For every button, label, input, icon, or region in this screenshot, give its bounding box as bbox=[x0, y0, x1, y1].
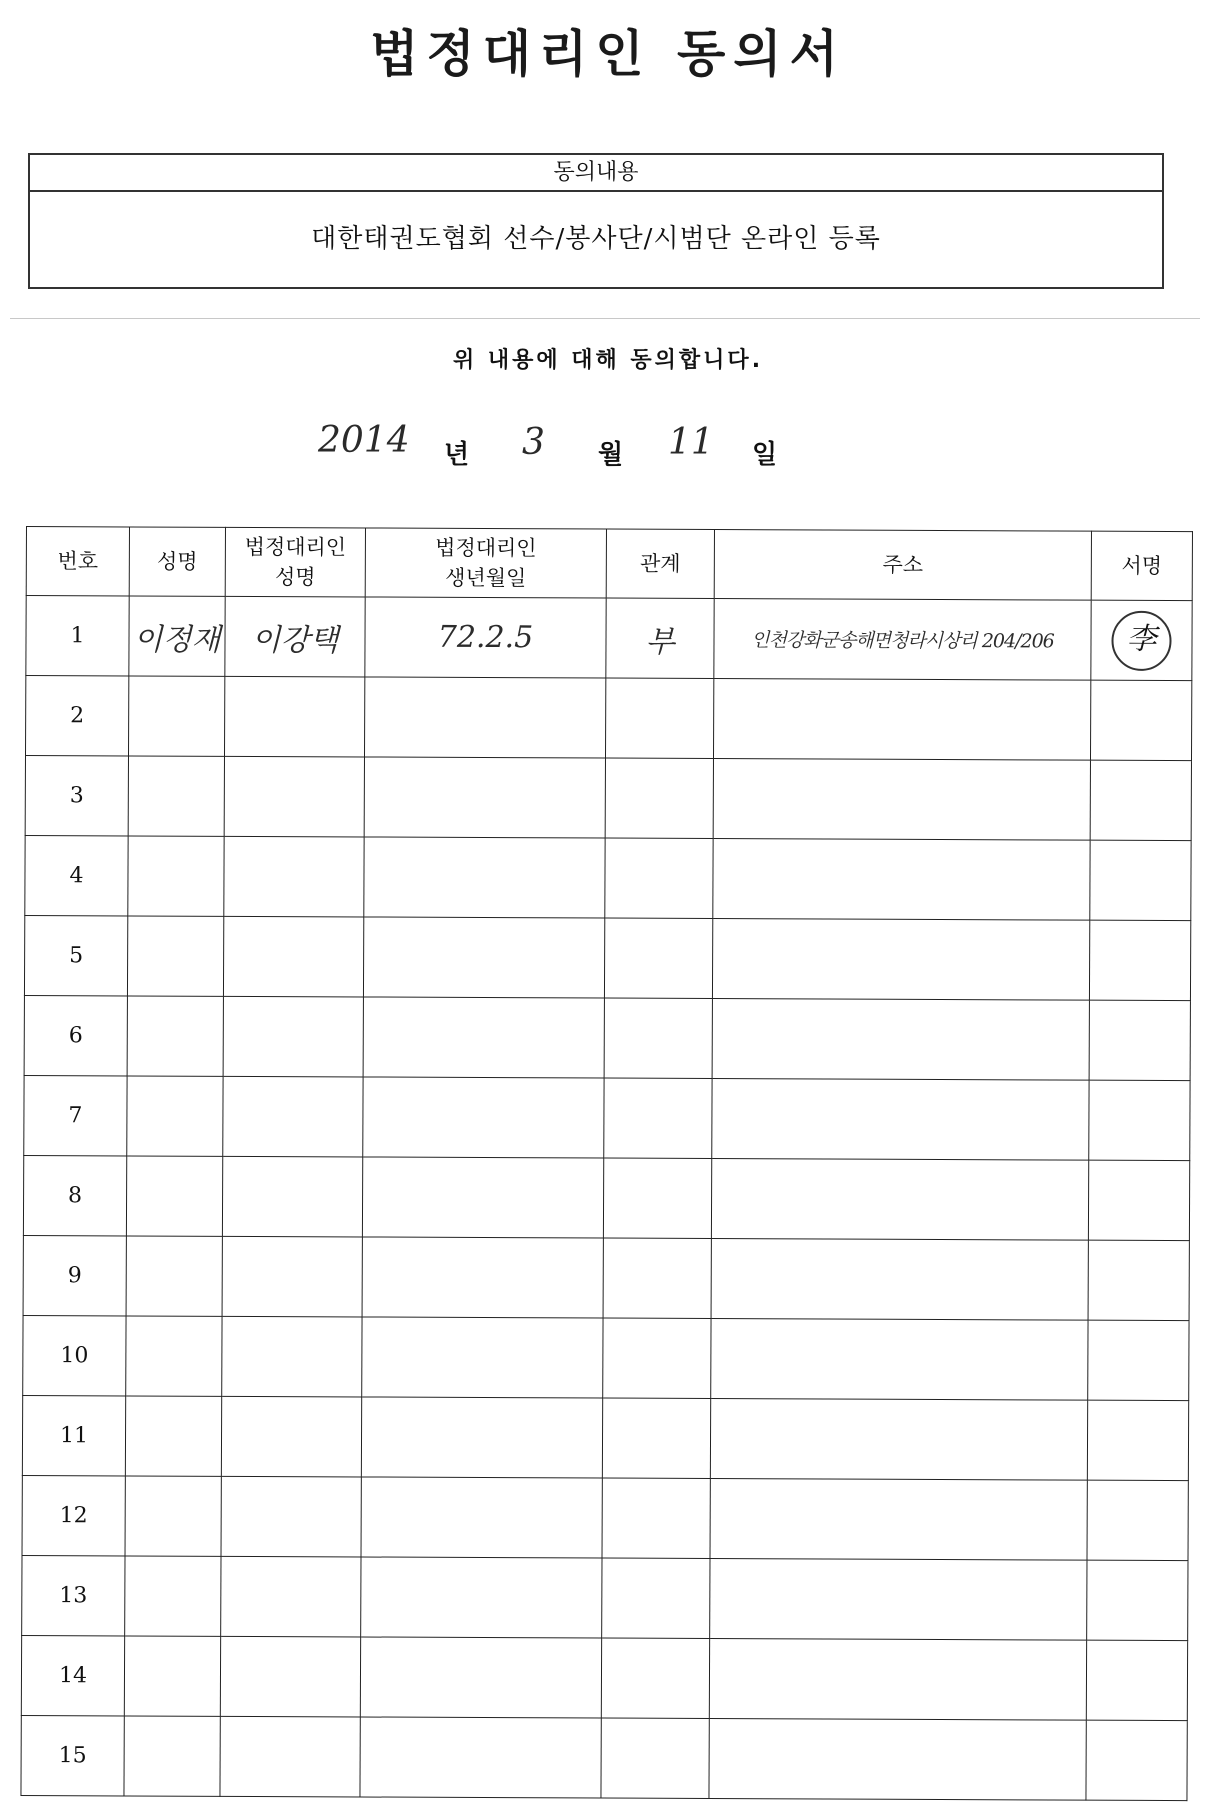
cell-guardian-birthdate bbox=[364, 677, 605, 758]
cell-name bbox=[127, 996, 223, 1076]
cell-guardian-name bbox=[224, 756, 364, 837]
cell-guardian-birthdate bbox=[363, 997, 604, 1078]
table-row bbox=[23, 1155, 1189, 1240]
cell-relation bbox=[601, 1718, 709, 1798]
cell-signature bbox=[1086, 1720, 1187, 1800]
cell-signature bbox=[1090, 760, 1191, 840]
cell-name bbox=[127, 916, 223, 996]
table-row bbox=[23, 1235, 1189, 1320]
cell-guardian-birthdate bbox=[365, 597, 606, 678]
cell-signature bbox=[1091, 600, 1192, 680]
cell-guardian-birthdate bbox=[360, 1717, 601, 1798]
cell-name bbox=[129, 596, 225, 676]
cell-guardian-birthdate bbox=[361, 1557, 602, 1638]
cell-number-value: 1 bbox=[70, 623, 85, 649]
header-label: 주소 bbox=[882, 552, 924, 577]
cell-signature bbox=[1087, 1480, 1188, 1560]
table-row bbox=[25, 676, 1191, 761]
cell-guardian-name bbox=[222, 1236, 362, 1317]
cell-address bbox=[713, 679, 1090, 761]
cell-relation bbox=[602, 1558, 710, 1638]
cell-signature bbox=[1089, 920, 1190, 1000]
cell-guardian-birthdate bbox=[362, 1237, 603, 1318]
date-day: 11 bbox=[668, 422, 714, 463]
cell-number-value: 11 bbox=[59, 1423, 89, 1449]
cell-guardian-birthdate bbox=[362, 1157, 603, 1238]
cell-relation bbox=[601, 1638, 709, 1718]
header-label: 번호 bbox=[57, 549, 99, 574]
header-label: 관계 bbox=[639, 551, 681, 576]
cell-relation bbox=[602, 1398, 710, 1478]
cell-address bbox=[709, 1718, 1086, 1800]
cell-name bbox=[125, 1556, 221, 1636]
cell-address bbox=[712, 998, 1089, 1080]
cell-guardian-birthdate bbox=[364, 837, 605, 918]
cell-number-value: 7 bbox=[68, 1103, 83, 1129]
header-number bbox=[26, 527, 129, 596]
cell-name bbox=[125, 1476, 221, 1556]
cell-signature bbox=[1090, 680, 1191, 760]
table-row bbox=[23, 1315, 1189, 1400]
cell-number bbox=[22, 1395, 125, 1475]
header-label: 법정대리인 bbox=[435, 535, 537, 561]
cell-address bbox=[710, 1478, 1087, 1560]
cell-number bbox=[26, 596, 129, 676]
cell-name bbox=[124, 1716, 220, 1796]
date-year: 2014 bbox=[318, 420, 410, 461]
header-name bbox=[129, 527, 225, 596]
cell-number-value: 14 bbox=[58, 1663, 88, 1689]
cell-address bbox=[710, 1558, 1087, 1640]
date-year-unit: 년 bbox=[444, 440, 470, 470]
cell-number-value: 12 bbox=[59, 1503, 88, 1529]
cell-relation bbox=[605, 678, 713, 758]
cell-address bbox=[709, 1638, 1086, 1720]
cell-guardian-name bbox=[223, 996, 363, 1077]
cell-address bbox=[712, 1078, 1089, 1160]
cell-number-value: 3 bbox=[69, 783, 84, 809]
cell-number-value: 10 bbox=[60, 1343, 89, 1369]
agreement-statement: 위 내용에 대해 동의합니다. bbox=[452, 348, 764, 373]
cell-signature bbox=[1088, 1160, 1189, 1240]
cell-address bbox=[713, 759, 1090, 841]
cell-number bbox=[23, 1155, 126, 1235]
cell-signature bbox=[1087, 1400, 1188, 1480]
cell-name bbox=[124, 1636, 220, 1716]
cell-name-value: 이정재 bbox=[133, 621, 221, 658]
cell-guardian-birthdate bbox=[363, 917, 604, 998]
cell-guardian-name bbox=[221, 1396, 361, 1477]
registration-table bbox=[20, 526, 1193, 1801]
table-row bbox=[22, 1555, 1188, 1640]
cell-guardian-name bbox=[224, 676, 364, 757]
header-label: 성명 bbox=[156, 549, 198, 574]
header-label-line2: 성명 bbox=[274, 565, 316, 590]
cell-signature bbox=[1088, 1240, 1189, 1320]
cell-relation bbox=[605, 758, 713, 838]
cell-name bbox=[125, 1396, 221, 1476]
signature-seal: 李 bbox=[1111, 610, 1171, 670]
header-guardian-birthdate bbox=[365, 528, 606, 598]
cell-relation bbox=[604, 998, 712, 1078]
cell-number-value: 15 bbox=[58, 1743, 87, 1769]
cell-number-value: 4 bbox=[69, 863, 84, 889]
cell-number bbox=[22, 1555, 125, 1635]
cell-guardian-name-value: 이강택 bbox=[251, 622, 339, 658]
cell-number bbox=[25, 835, 128, 915]
table-row bbox=[25, 756, 1191, 841]
cell-guardian-birthdate bbox=[364, 757, 605, 838]
cell-number-value: 6 bbox=[68, 1023, 83, 1049]
cell-signature bbox=[1088, 1320, 1189, 1400]
cell-guardian-name bbox=[223, 916, 363, 997]
cell-name bbox=[127, 1076, 223, 1156]
date-day-unit: 일 bbox=[752, 440, 778, 470]
cell-number bbox=[25, 756, 128, 836]
header-label: 법정대리인 bbox=[244, 534, 347, 560]
cell-guardian-name bbox=[224, 836, 364, 917]
cell-guardian-birthdate bbox=[361, 1477, 602, 1558]
cell-guardian-birthdate bbox=[361, 1397, 602, 1478]
table-row bbox=[25, 835, 1191, 920]
cell-relation bbox=[603, 1158, 711, 1238]
table-body bbox=[21, 596, 1192, 1801]
cell-relation-value: 부 bbox=[645, 624, 675, 660]
cell-number-value: 13 bbox=[59, 1583, 88, 1609]
header-guardian-name bbox=[225, 527, 365, 597]
cell-guardian-birthdate bbox=[362, 1317, 603, 1398]
cell-number-value: 8 bbox=[68, 1183, 83, 1209]
header-label: 서명 bbox=[1121, 553, 1163, 578]
cell-address bbox=[711, 1158, 1088, 1240]
consent-header: 동의내용 bbox=[30, 155, 1162, 192]
cell-number-value: 2 bbox=[70, 703, 85, 729]
cell-relation bbox=[606, 598, 714, 678]
cell-guardian-name bbox=[221, 1476, 361, 1557]
cell-number bbox=[24, 915, 127, 995]
date-month-unit: 월 bbox=[598, 440, 624, 470]
cell-address bbox=[712, 919, 1089, 1001]
cell-number-value: 9 bbox=[67, 1263, 82, 1289]
header-signature bbox=[1091, 531, 1192, 600]
cell-signature bbox=[1089, 1080, 1190, 1160]
cell-name bbox=[126, 1316, 222, 1396]
cell-relation bbox=[604, 918, 712, 998]
cell-name bbox=[126, 1156, 222, 1236]
cell-number bbox=[22, 1475, 125, 1555]
cell-number bbox=[23, 1315, 126, 1395]
cell-number bbox=[24, 1075, 127, 1155]
cell-signature bbox=[1089, 1000, 1190, 1080]
page-title: 법정대리인 동의서 bbox=[370, 24, 846, 83]
cell-number-value: 5 bbox=[69, 943, 84, 969]
table-row bbox=[21, 1715, 1187, 1800]
cell-number bbox=[21, 1635, 124, 1715]
table-row bbox=[26, 596, 1192, 681]
cell-guardian-name bbox=[220, 1716, 360, 1797]
cell-address-value: 인천강화군송해면청라시상리 204/206 bbox=[751, 629, 1054, 653]
cell-name bbox=[126, 1236, 222, 1316]
cell-name bbox=[128, 756, 224, 836]
cell-guardian-name bbox=[223, 1076, 363, 1157]
cell-guardian-birthdate bbox=[363, 1077, 604, 1158]
table-row bbox=[22, 1475, 1188, 1560]
date-month: 3 bbox=[522, 422, 545, 463]
header-address bbox=[714, 530, 1091, 601]
cell-relation bbox=[603, 1318, 711, 1398]
table-row bbox=[24, 1075, 1190, 1160]
header-relation bbox=[606, 529, 714, 598]
cell-address bbox=[711, 1238, 1088, 1320]
table-row bbox=[24, 995, 1190, 1080]
date-row bbox=[0, 420, 1216, 480]
cell-number bbox=[25, 676, 128, 756]
cell-guardian-birthdate bbox=[360, 1637, 601, 1718]
table-row bbox=[22, 1395, 1188, 1480]
cell-address bbox=[713, 839, 1090, 921]
cell-relation bbox=[602, 1478, 710, 1558]
cell-name bbox=[128, 836, 224, 916]
table-row bbox=[24, 915, 1190, 1000]
cell-relation bbox=[604, 1078, 712, 1158]
cell-guardian-name bbox=[221, 1556, 361, 1637]
cell-signature bbox=[1090, 840, 1191, 920]
cell-guardian-name bbox=[225, 596, 365, 677]
scan-artifact-line bbox=[10, 318, 1200, 319]
cell-address bbox=[714, 599, 1091, 681]
cell-signature bbox=[1086, 1640, 1187, 1720]
cell-relation bbox=[605, 838, 713, 918]
cell-guardian-name bbox=[222, 1156, 362, 1237]
cell-guardian-birthdate-value: 72.2.5 bbox=[437, 619, 534, 656]
cell-signature bbox=[1087, 1560, 1188, 1640]
table-row bbox=[21, 1635, 1187, 1720]
cell-name bbox=[128, 676, 224, 756]
consent-content-box bbox=[28, 153, 1164, 289]
cell-number bbox=[23, 1235, 126, 1315]
header-label-line2: 생년월일 bbox=[445, 565, 527, 591]
table-header-row bbox=[26, 527, 1192, 601]
cell-address bbox=[710, 1398, 1087, 1480]
cell-address bbox=[711, 1318, 1088, 1400]
cell-number bbox=[21, 1715, 124, 1795]
cell-guardian-name bbox=[220, 1636, 360, 1717]
cell-guardian-name bbox=[222, 1316, 362, 1397]
cell-number bbox=[24, 995, 127, 1075]
consent-body: 대한태권도협회 선수/봉사단/시범단 온라인 등록 bbox=[311, 224, 881, 254]
cell-relation bbox=[603, 1238, 711, 1318]
